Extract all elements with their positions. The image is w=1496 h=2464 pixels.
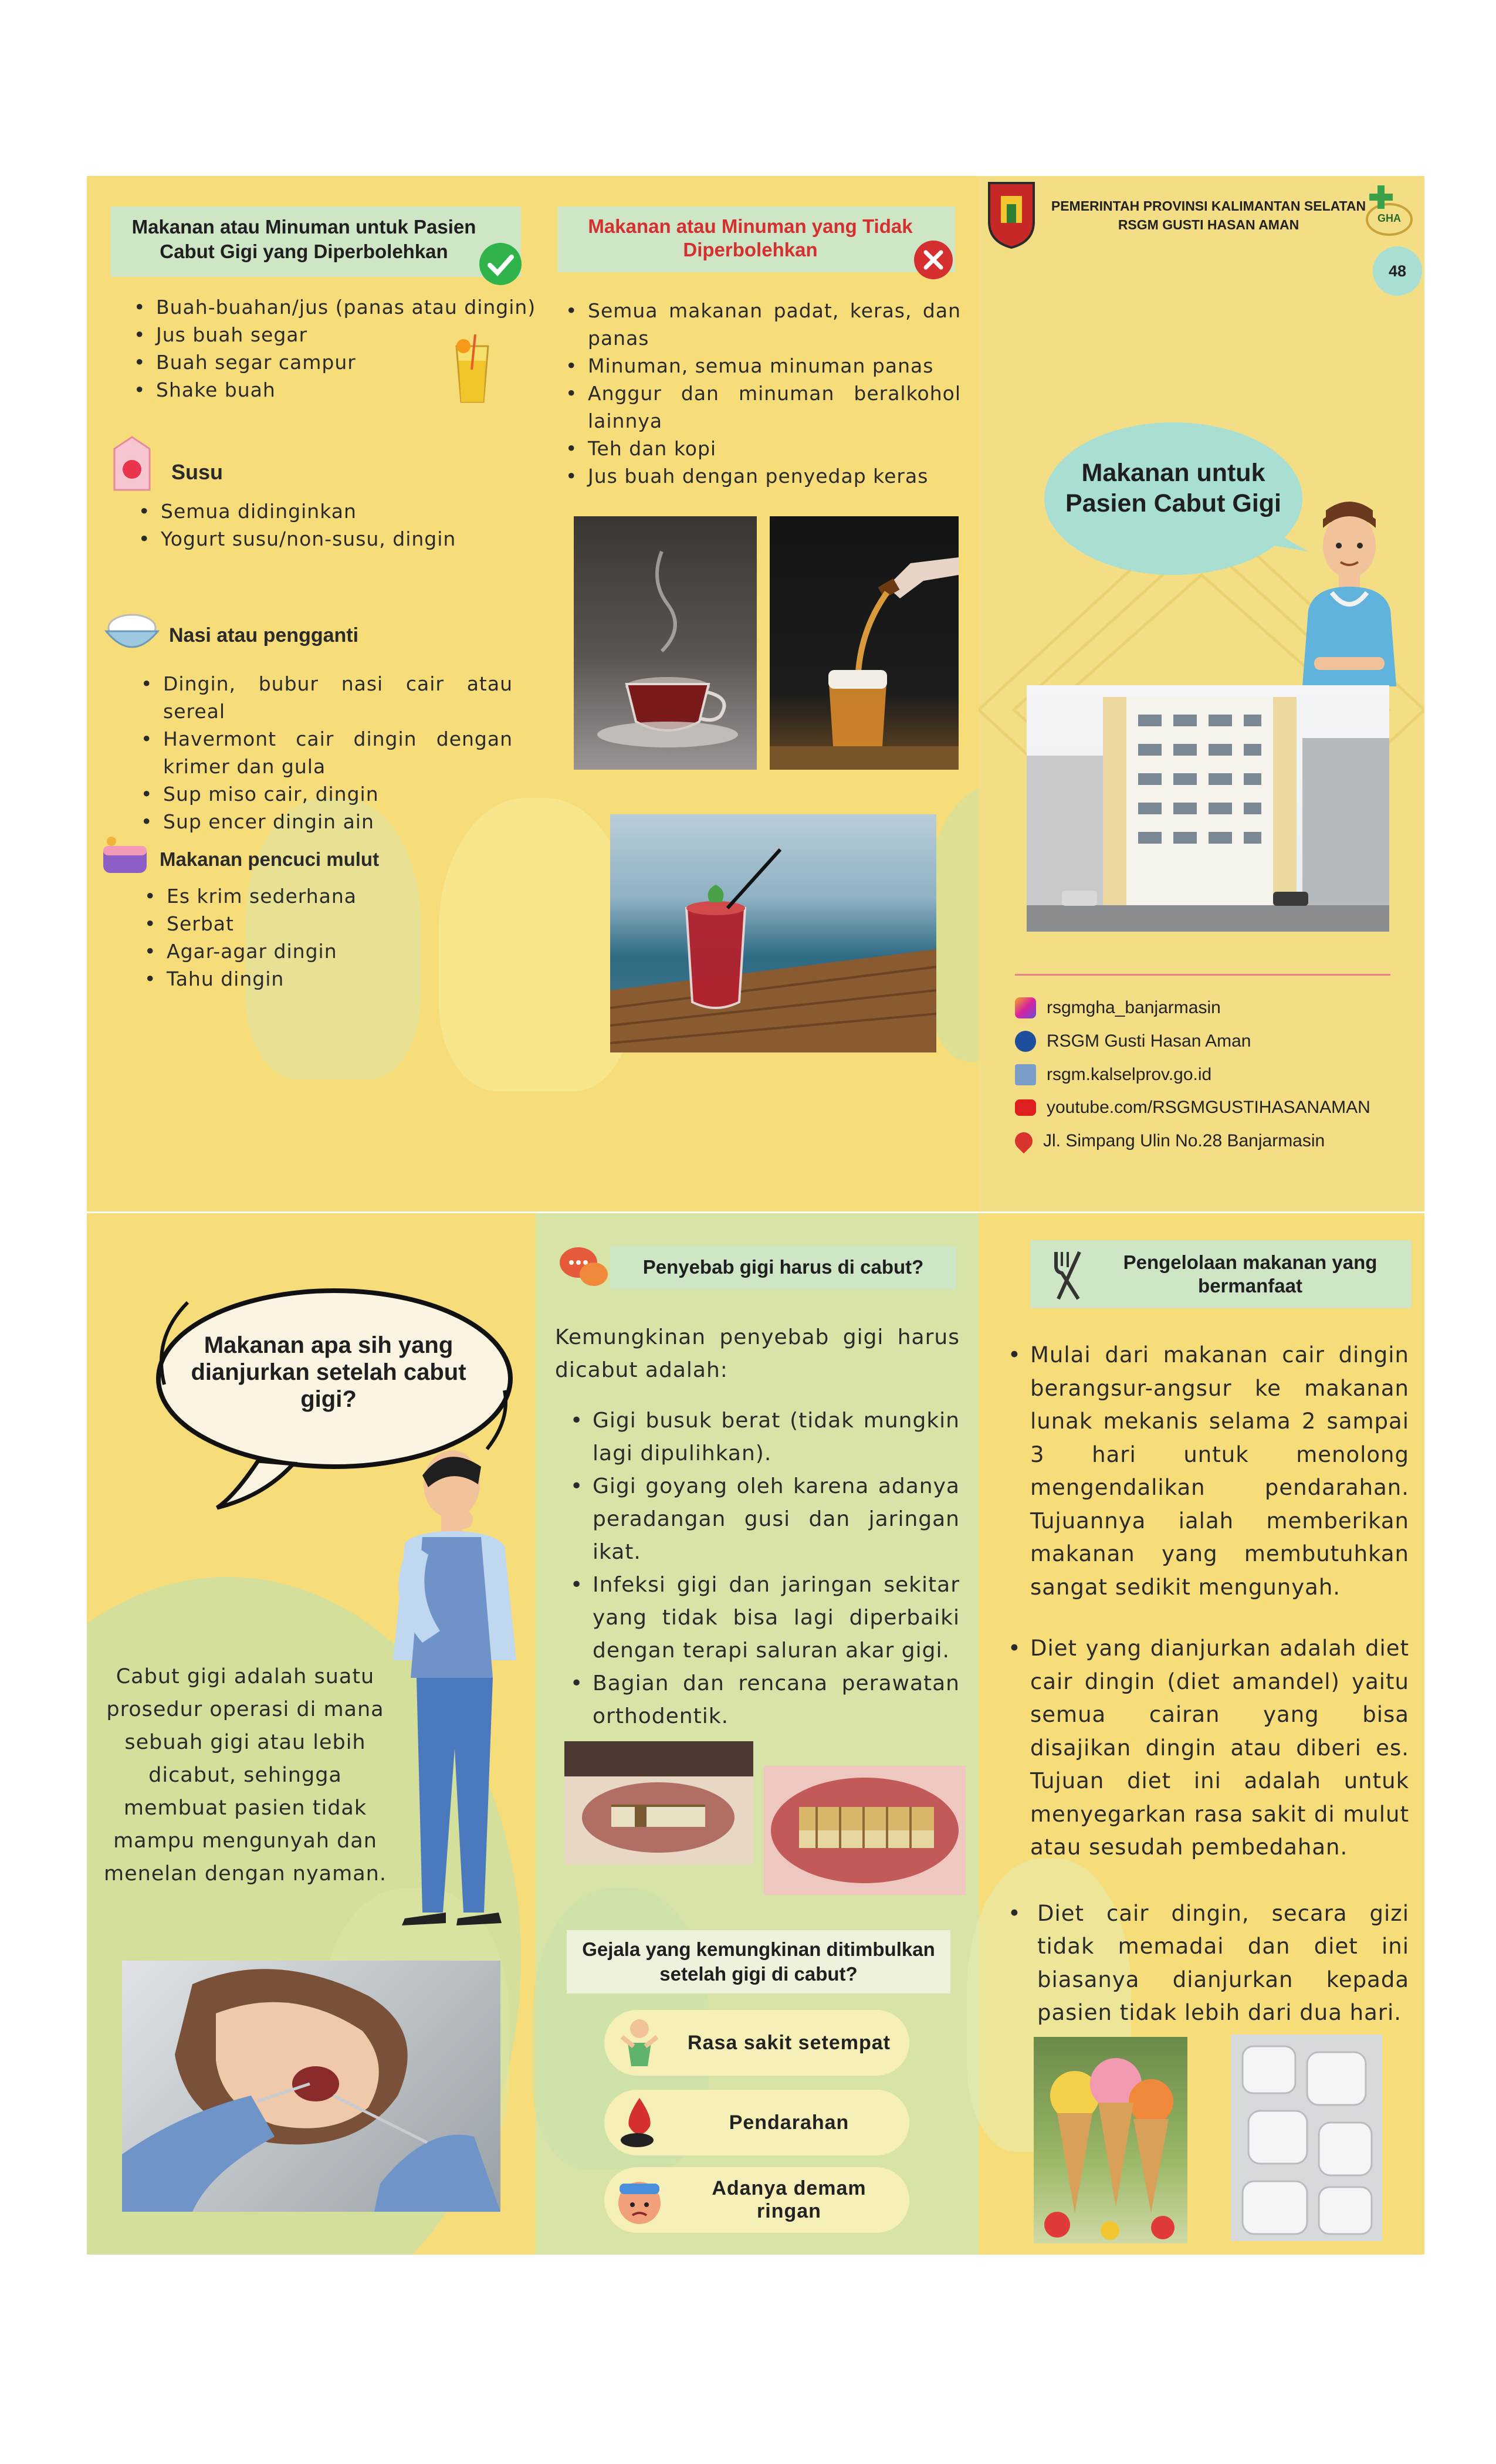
susu-list <box>135 497 546 553</box>
cause-intro: Kemungkinan penyebab gigi harus dicabut adalah: <box>555 1325 960 1382</box>
divider <box>1015 974 1390 976</box>
forbidden-title-box <box>557 207 955 272</box>
location-pin-icon <box>1011 1129 1036 1153</box>
mgmt-list <box>1004 1339 1409 2030</box>
tea-cup-photo <box>574 516 757 770</box>
list-item: • Semua makanan padat, keras, dan panas <box>562 297 961 352</box>
ice-cream-photo <box>1034 2037 1187 2243</box>
social-instagram[interactable] <box>1015 997 1221 1018</box>
bubble-title: Makanan untuk Pasien Cabut Gigi <box>1065 459 1281 517</box>
gov-line-2: RSGM GUSTI HASAN AMAN <box>1118 217 1299 232</box>
symptom-title: Gejala yang kemungkinan ditimbulkan setelah gigi di cabut? <box>582 1938 935 1985</box>
juice-glass-icon <box>452 334 493 405</box>
definition-text: Cabut gigi adalah suatu prosedur operasi di mana sebuah gigi atau lebih dicabut, sehingga membuat pasien tidak mampu mengunyah dan menelan dengan nyaman. <box>104 1665 387 1886</box>
ice-cubes-photo <box>1231 2035 1382 2241</box>
social-website[interactable] <box>1015 1064 1211 1085</box>
beer-pour-photo <box>770 516 959 770</box>
list-item: • Yogurt susu/non-susu, dingin <box>135 525 546 553</box>
list-item: • Jus buah dengan penyedap keras <box>562 462 961 490</box>
list-item: • Diet yang dianjurkan adalah diet cair dingin (diet amandel) yaitu semua cairan yang bisa disajikan dingin atau diberi es. Tujuan diet ini adalah untuk menyegarkan rasa sakit di mulut atau sesudah pembedahan. <box>1004 1632 1409 1864</box>
list-item: • Jus buah segar <box>130 321 541 348</box>
thinking-man-illustration <box>381 1443 534 1930</box>
bubble-question: Makanan apa sih yang dianjurkan setelah cabut gigi? <box>191 1332 466 1412</box>
allowed-title: Makanan atau Minuman untuk Pasien Cabut Gigi yang Diperbolehkan <box>131 216 476 262</box>
list-item: • Shake buah <box>130 376 541 404</box>
list-item: • Minuman, semua minuman panas <box>562 352 961 380</box>
allowed-title-box <box>110 207 521 277</box>
mgmt-title: Pengelolaan makanan yang bermanfaat <box>1123 1251 1377 1297</box>
dessert-list <box>141 882 493 993</box>
dental-patient-photo <box>122 1961 500 2212</box>
social-location <box>1015 1131 1325 1151</box>
chat-bubbles-icon <box>557 1244 610 1291</box>
forbidden-title: Makanan atau Minuman yang Tidak Diperbolehkan <box>588 215 913 260</box>
cause-list <box>567 1404 960 1733</box>
symptom-title-box <box>567 1930 950 1993</box>
list-item: • Diet cair dingin, secara gizi tidak memadai dan diet ini biasanya dianjurkan kepada pasien tidak lebih dari dua hari. <box>1004 1897 1409 2030</box>
page-number: 48 <box>1373 246 1422 296</box>
cause-title: Penyebab gigi harus di cabut? <box>642 1256 924 1278</box>
pain-person-icon <box>610 2013 669 2072</box>
cause-title-box <box>610 1246 956 1289</box>
logo-text: GHA <box>1377 212 1401 224</box>
hospital-logo <box>1358 183 1416 242</box>
list-item: • Buah segar campur <box>130 348 541 376</box>
mgmt-title-box <box>1030 1240 1412 1308</box>
social-youtube[interactable] <box>1015 1098 1370 1118</box>
instagram-icon <box>1015 997 1036 1018</box>
website-icon <box>1015 1064 1036 1085</box>
list-item: • Es krim sederhana <box>141 882 493 910</box>
forbidden-list <box>562 297 961 490</box>
symptom-pill-pain <box>604 2010 909 2076</box>
facebook-icon <box>1015 1031 1036 1052</box>
symptom-label: Pendarahan <box>729 2111 849 2134</box>
province-emblem-icon <box>987 181 1036 249</box>
social-text: RSGM Gusti Hasan Aman <box>1047 1031 1251 1051</box>
cross-icon <box>913 239 954 280</box>
list-item: • Sup miso cair, dingin <box>137 780 513 808</box>
symptom-label: Adanya demam ringan <box>712 2177 867 2222</box>
list-item: • Serbat <box>141 910 493 937</box>
milk-carton-icon <box>106 434 158 493</box>
symptom-pill-bleeding <box>604 2090 909 2155</box>
decayed-teeth-photo-2 <box>764 1766 966 1895</box>
dessert-icon <box>99 833 151 880</box>
list-item: • Sup encer dingin ain <box>137 808 513 835</box>
social-text: Jl. Simpang Ulin No.28 Banjarmasin <box>1043 1131 1325 1150</box>
social-facebook[interactable] <box>1015 1031 1251 1052</box>
list-item: • Dingin, bubur nasi cair atau sereal <box>137 670 513 725</box>
hospital-building-photo <box>1027 685 1389 932</box>
list-item: • Buah-buahan/jus (panas atau dingin) <box>130 293 541 321</box>
check-icon <box>478 242 523 286</box>
fever-face-icon <box>610 2171 669 2229</box>
list-item: • Havermont cair dingin dengan krimer dan gula <box>137 725 513 780</box>
susu-title: Susu <box>171 460 224 484</box>
symptom-pill-fever <box>604 2167 909 2233</box>
list-item: • Infeksi gigi dan jaringan sekitar yang tidak bisa lagi diperbaiki dengan terapi saluran akar gigi. <box>567 1569 960 1667</box>
gov-line-1: PEMERINTAH PROVINSI KALIMANTAN SELATAN <box>1051 198 1366 214</box>
youtube-icon <box>1015 1099 1036 1116</box>
nasi-list <box>137 670 513 835</box>
list-item: • Tahu dingin <box>141 965 493 993</box>
symptom-label: Rasa sakit setempat <box>688 2031 891 2054</box>
social-text: rsgmgha_banjarmasin <box>1047 998 1221 1017</box>
fork-knife-icon <box>1050 1248 1085 1301</box>
bleeding-icon <box>610 2093 669 2152</box>
list-item: • Teh dan kopi <box>562 435 961 462</box>
list-item: • Gigi goyang oleh karena adanya peradangan gusi dan jaringan ikat. <box>567 1470 960 1569</box>
list-item: • Mulai dari makanan cair dingin berangsur-angsur ke makanan lunak mekanis selama 2 sampai 3 hari untuk menolong mengendalikan pendarahan. Tujuannya ialah memberikan makanan yang membutuhkan sangat sedikit mengunyah. <box>1004 1339 1409 1604</box>
doctor-illustration <box>1291 499 1408 686</box>
list-item: • Agar-agar dingin <box>141 937 493 965</box>
rice-bowl-icon <box>103 610 161 657</box>
social-text: youtube.com/RSGMGUSTIHASANAMAN <box>1047 1098 1370 1117</box>
list-item: • Semua didinginkan <box>135 497 546 525</box>
list-item: • Anggur dan minuman beralkohol lainnya <box>562 380 961 435</box>
nasi-title: Nasi atau pengganti <box>169 624 359 647</box>
list-item: • Bagian dan rencana perawatan orthodentik. <box>567 1667 960 1733</box>
decayed-teeth-photo-1 <box>564 1741 753 1864</box>
social-text: rsgm.kalselprov.go.id <box>1047 1065 1212 1084</box>
list-item: • Gigi busuk berat (tidak mungkin lagi dipulihkan). <box>567 1404 960 1470</box>
dessert-title: Makanan pencuci mulut <box>160 848 380 870</box>
iced-drink-photo <box>610 814 936 1052</box>
